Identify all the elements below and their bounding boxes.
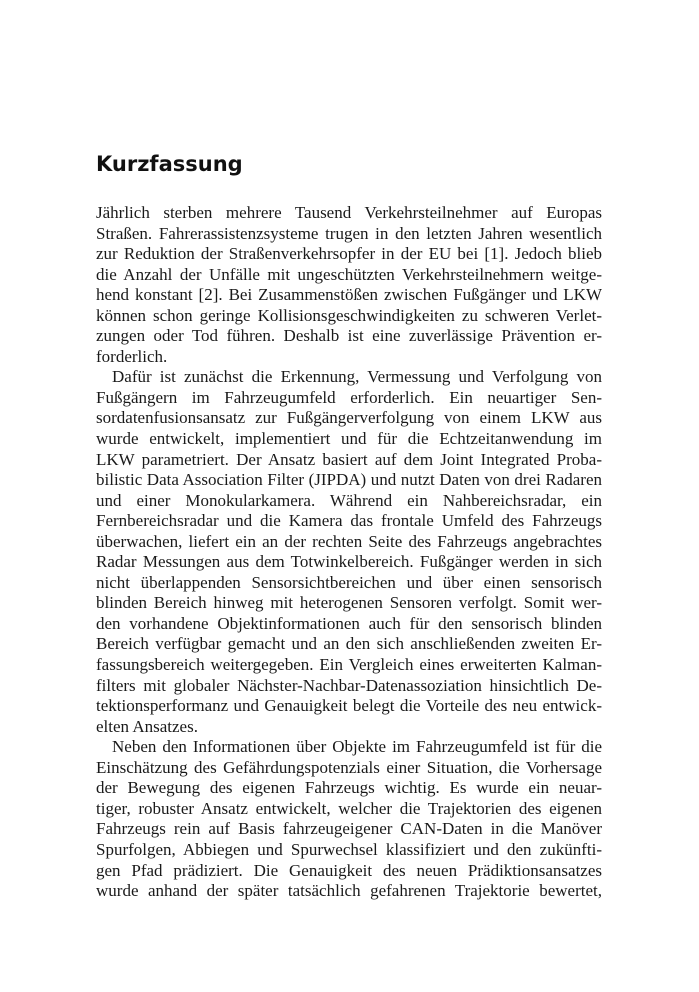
text-line: Straßen. Fahrerassistenzsysteme trugen in den letzten Jahren wesentlich: [96, 223, 602, 243]
text-line: Fußgängern im Fahrzeugumfeld erforderlich. Ein neuartiger Sen-: [96, 387, 602, 407]
paragraph: [96, 737, 602, 901]
text-line: filters mit globaler Nächster-Nachbar-Datenassoziation hinsichtlich De-: [96, 675, 602, 695]
text-line: überwachen, liefert ein an der rechten Seite des Fahrzeugs angebrachtes: [96, 531, 602, 551]
text-line: tektionsperformanz und Genauigkeit belegt die Vorteile des neu entwick-: [96, 696, 602, 716]
text-line: Neben den Informationen über Objekte im Fahrzeugumfeld ist für die: [112, 737, 602, 757]
text-line: Fernbereichsradar und die Kamera das frontale Umfeld des Fahrzeugs: [96, 511, 602, 531]
text-line: Fahrzeugs rein auf Basis fahrzeugeigener CAN-Daten in die Manöver: [96, 819, 602, 839]
text-line: gen Pfad prädiziert. Die Genauigkeit des neuen Prädiktionsansatzes: [96, 860, 602, 880]
text-line: Einschätzung des Gefährdungspotenzials einer Situation, die Vorhersage: [96, 757, 602, 777]
text-line: der Bewegung des eigenen Fahrzeugs wichtig. Es wurde ein neuar-: [96, 778, 602, 798]
text-line: forderlich.: [96, 346, 168, 366]
text-line: den vorhandene Objektinformationen auch für den sensorisch blinden: [96, 613, 602, 633]
paragraph: [96, 367, 602, 737]
text-line: Radar Messungen aus dem Totwinkelbereich. Fußgänger werden in sich: [96, 552, 602, 572]
paragraph: [96, 203, 602, 367]
text-line: zur Reduktion der Straßenverkehrsopfer in der EU bei [1]. Jedoch blieb: [96, 244, 602, 264]
text-line: sordatenfusionsansatz zur Fußgängerverfolgung von einem LKW aus: [96, 408, 602, 428]
text-line: wurde entwickelt, implementiert und für die Echtzeitanwendung im: [96, 429, 602, 449]
text-line: und einer Monokularkamera. Während ein Nahbereichsradar, ein: [96, 490, 602, 510]
text-line: hend konstant [2]. Bei Zusammenstößen zwischen Fußgänger und LKW: [96, 285, 602, 305]
text-line: die Anzahl der Unfälle mit ungeschützten Verkehrsteilnehmern weitge-: [96, 264, 602, 284]
text-line: tiger, robuster Ansatz entwickelt, welcher die Trajektorien des eigenen: [96, 798, 602, 818]
text-line: elten Ansatzes.: [96, 716, 198, 736]
section-heading: Kurzfassung: [96, 152, 243, 176]
text-line: Bereich verfügbar gemacht und an den sich anschließenden zweiten Er-: [96, 634, 602, 654]
text-line: fassungsbereich weitergegeben. Ein Vergleich eines erweiterten Kalman-: [96, 655, 602, 675]
text-line: LKW parametriert. Der Ansatz basiert auf dem Joint Integrated Proba-: [96, 449, 602, 469]
text-line: Spurfolgen, Abbiegen und Spurwechsel klassifiziert und den zukünfti-: [96, 839, 602, 859]
text-line: bilistic Data Association Filter (JIPDA) und nutzt Daten von drei Radaren: [96, 470, 602, 490]
text-line: Jährlich sterben mehrere Tausend Verkehrsteilnehmer auf Europas: [96, 203, 602, 222]
text-line: blinden Bereich hinweg mit heterogenen Sensoren verfolgt. Somit wer-: [96, 593, 602, 613]
text-line: wurde anhand der später tatsächlich gefahrenen Trajektorie bewertet,: [96, 881, 602, 901]
text-line: Dafür ist zunächst die Erkennung, Vermessung und Verfolgung von: [112, 367, 602, 387]
text-line: zungen oder Tod führen. Deshalb ist eine zuverlässige Prävention er-: [96, 326, 602, 346]
text-line: können schon geringe Kollisionsgeschwindigkeiten zu schweren Verlet-: [96, 305, 602, 325]
text-line: nicht überlappenden Sensorsichtbereichen und über einen sensorisch: [96, 572, 602, 592]
abstract-body: [96, 203, 602, 902]
